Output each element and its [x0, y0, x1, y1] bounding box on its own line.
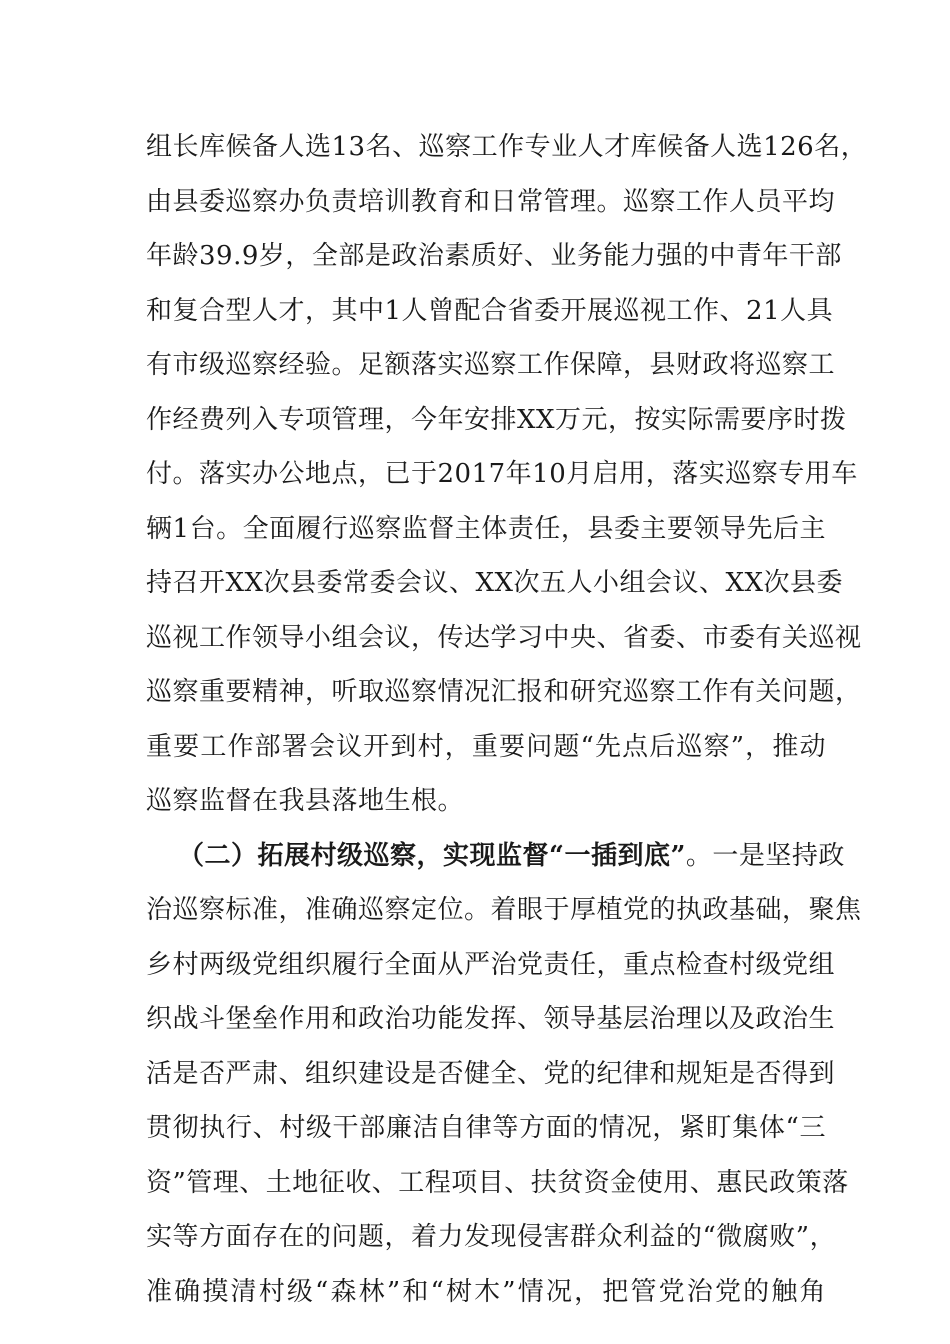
text-line: 巡察重要精神，听取巡察情况汇报和研究巡察工作有关问题，: [146, 677, 862, 707]
text-line: 巡视工作领导小组会议，传达学习中央、省委、市委有关巡视: [146, 622, 862, 653]
paragraph-1: [146, 127, 868, 836]
text-line: 重要工作部署会议开到村，重要问题“先点后巡察”，推动: [146, 731, 826, 762]
text-line: 作经费列入专项管理，今年安排XX万元，按实际需要序时拨: [146, 404, 847, 435]
text-line: 组长库候备人选13名、巡察工作专业人才库候备人选126名，: [146, 132, 868, 162]
text-line: 织战斗堡垒作用和政治功能发挥、领导基层治理以及政治生: [146, 1004, 836, 1034]
text-line: 治巡察标准，准确巡察定位。着眼于厚植党的执政基础，聚焦: [146, 895, 862, 925]
text-line: 付。落实办公地点，已于2017年10月启用，落实巡察专用车: [146, 459, 858, 489]
section-heading: （二）拓展村级巡察，实现监督“一插到底”: [178, 840, 686, 871]
text-line: 年龄39.9岁，全部是政治素质好、业务能力强的中青年干部: [146, 241, 842, 271]
text-line: 持召开XX次县委常委会议、XX次五人小组会议、XX次县委: [146, 568, 844, 598]
text-line: 巡察监督在我县落地生根。: [146, 786, 465, 816]
text-line: 由县委巡察办负责培训教育和日常管理。巡察工作人员平均: [146, 186, 836, 217]
text-line: 活是否严肃、组织建设是否健全、党的纪律和规矩是否得到: [146, 1058, 836, 1089]
text-line: 辆1台。全面履行巡察监督主体责任，县委主要领导先后主: [146, 513, 826, 544]
text-line: 资”管理、土地征收、工程项目、扶贫资金使用、惠民政策落: [146, 1167, 849, 1198]
text-line: 实等方面存在的问题，着力发现侵害群众利益的“微腐败”，: [146, 1222, 837, 1252]
text-line: 贯彻执行、村级干部廉洁自律等方面的情况，紧盯集体“三: [146, 1113, 826, 1143]
text-line: 乡村两级党组织履行全面从严治党责任，重点检查村级党组: [146, 949, 836, 980]
body-text: [146, 127, 868, 1326]
text-line: 有市级巡察经验。足额落实巡察工作保障，县财政将巡察工: [146, 350, 836, 380]
paragraph-2-first-line: [146, 836, 845, 891]
text-run: 。一是坚持政: [685, 840, 845, 871]
text-line: 准确摸清村级“森林”和“树木”情况，把管党治党的触角: [146, 1276, 826, 1307]
text-line: 和复合型人才，其中1人曾配合省委开展巡视工作、21人具: [146, 295, 834, 326]
paragraph-2: [146, 836, 862, 1327]
